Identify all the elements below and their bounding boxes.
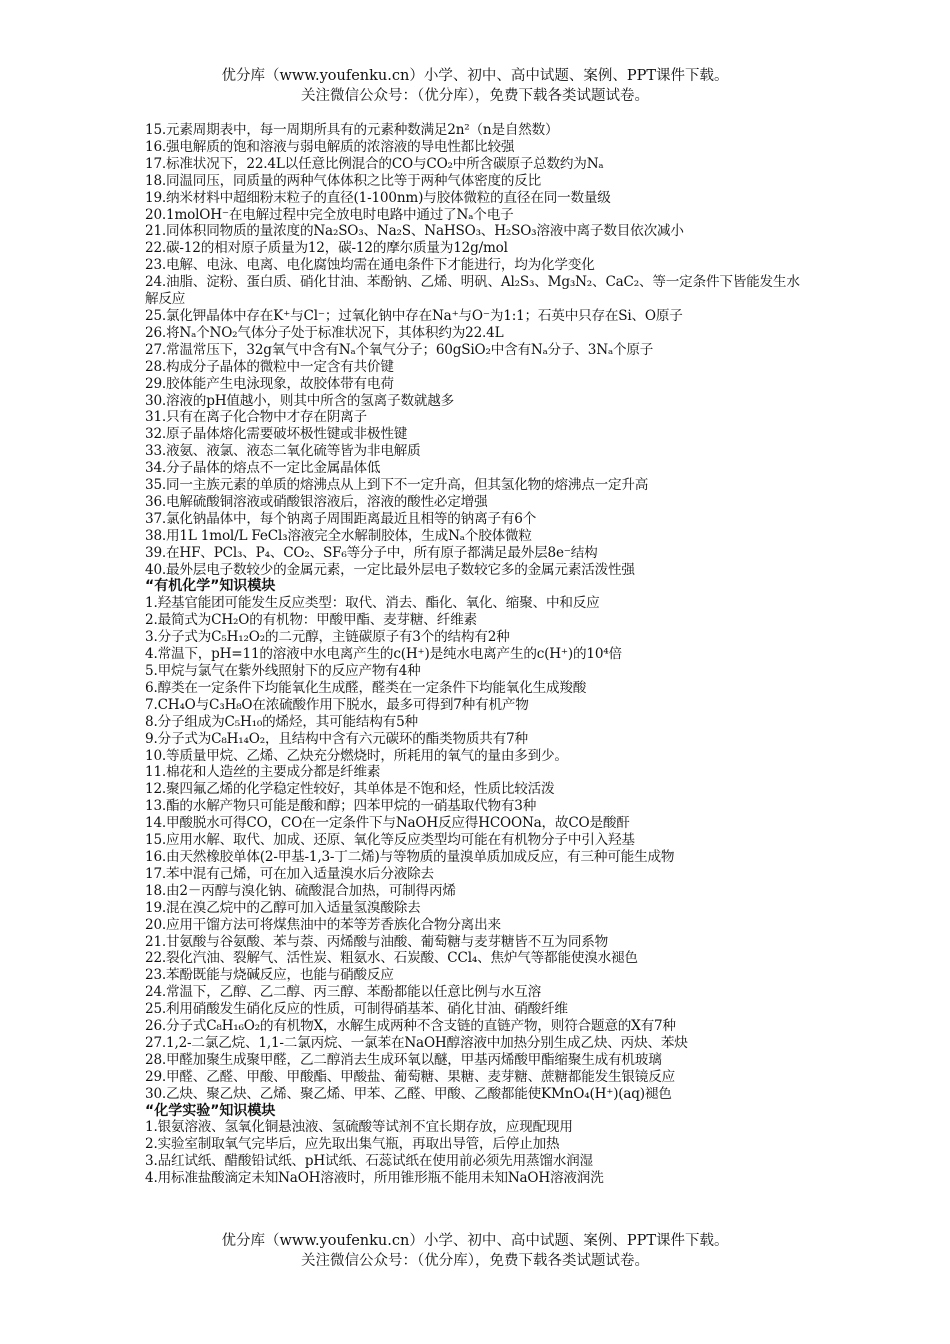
list-item: 17.标准状况下，22.4L以任意比例混合的CO与CO₂中所含碳原子总数约为Nₐ bbox=[145, 155, 604, 172]
list-item: 31.只有在离子化合物中才存在阴离子 bbox=[145, 409, 367, 426]
list-item: 14.甲酸脱水可得CO，CO在一定条件下与NaOH反应得HCOONa，故CO是酸酐 bbox=[145, 815, 630, 832]
list-item: 36.电解硫酸铜溶液或硝酸银溶液后，溶液的酸性必定增强 bbox=[145, 493, 488, 510]
list-item: 28.构成分子晶体的微粒中一定含有共价键 bbox=[145, 358, 394, 375]
list-item: 22.碳-12的相对原子质量为12，碳-12的摩尔质量为12g/mol bbox=[145, 240, 508, 257]
list-item: 27.1,2-二氯乙烷、1,1-二氯丙烷、一氯苯在NaOH醇溶液中加热分别生成乙炔、丙炔、苯炔 bbox=[145, 1034, 688, 1051]
header-line-1: 优分库（www.youfenku.cn）小学、初中、高中试题、案例、PPT课件下载。 bbox=[221, 68, 729, 84]
document-body bbox=[145, 122, 811, 1187]
list-item: 15.元素周期表中，每一周期所具有的元素种数满足2n²（n是自然数） bbox=[145, 122, 559, 138]
list-item: 4.用标准盐酸滴定未知NaOH溶液时，所用锥形瓶不能用未知NaOH溶液润洗 bbox=[145, 1170, 604, 1187]
list-item: 27.常温常压下，32g氧气中含有Nₐ个氧气分子；60gSiO₂中含有Nₐ分子、3Nₐ个原子 bbox=[145, 341, 654, 358]
list-item: 13.酯的水解产物只可能是酸和醇；四苯甲烷的一硝基取代物有3种 bbox=[145, 798, 537, 815]
list-item: 33.液氨、液氯、液态二氧化硫等皆为非电解质 bbox=[145, 443, 421, 460]
list-item: 32.原子晶体熔化需要破坏极性键或非极性键 bbox=[145, 426, 408, 443]
list-item: 5.甲烷与氯气在紫外线照射下的反应产物有4种 bbox=[145, 663, 421, 679]
list-item: 38.用1L 1mol/L FeCl₃溶液完全水解制胶体，生成Nₐ个胶体微粒 bbox=[145, 527, 532, 544]
list-item: 35.同一主族元素的单质的熔沸点从上到下不一定升高，但其氢化物的熔沸点一定升高 bbox=[145, 477, 649, 494]
list-item: 24.油脂、淀粉、蛋白质、硝化甘油、苯酚钠、乙烯、明矾、Al₂S₃、Mg₃N₂、CaC₂、等一定条件下皆能发生水解反应 bbox=[145, 274, 800, 308]
list-item: 16.由天然橡胶单体(2-甲基-1,3-丁二烯)与等物质的量溴单质加成反应，有三种可能生成物 bbox=[145, 848, 675, 865]
list-item: 15.应用水解、取代、加成、还原、氧化等反应类型均可能在有机物分子中引入羟基 bbox=[145, 832, 635, 849]
list-item: 39.在HF、PCl₃、P₄、CO₂、SF₆等分子中，所有原子都满足最外层8e⁻结构 bbox=[145, 544, 598, 561]
section-organic-chemistry bbox=[145, 578, 811, 1102]
list-item: 3.品红试纸、醋酸铅试纸、pH试纸、石蕊试纸在使用前必须先用蒸馏水润湿 bbox=[145, 1153, 593, 1170]
list-item: 2.实验室制取氧气完毕后，应先取出集气瓶，再取出导管，后停止加热 bbox=[145, 1136, 560, 1153]
list-item: 18.由2－丙醇与溴化钠、硫酸混合加热，可制得丙烯 bbox=[145, 882, 456, 899]
list-item: 21.同体积同物质的量浓度的Na₂SO₃、Na₂S、NaHSO₃、H₂SO₃溶液中离子数目依次减小 bbox=[145, 223, 684, 240]
page-footer bbox=[0, 1231, 950, 1271]
list-item: 21.甘氨酸与谷氨酸、苯与萘、丙烯酸与油酸、葡萄糖与麦芽糖皆不互为同系物 bbox=[145, 933, 609, 950]
list-item: 7.CH₄O与C₃H₈O在浓硫酸作用下脱水，最多可得到7种有机产物 bbox=[145, 696, 529, 713]
list-item: 3.分子式为C₅H₁₂O₂的二元醇，主链碳原子有3个的结构有2种 bbox=[145, 629, 510, 646]
list-item: 10.等质量甲烷、乙烯、乙炔充分燃烧时，所耗用的氧气的量由多到少。 bbox=[145, 747, 568, 764]
list-item: 29.胶体能产生电泳现象，故胶体带有电荷 bbox=[145, 375, 394, 392]
section-chemistry-experiments bbox=[145, 1103, 811, 1188]
list-item: 4.常温下，pH=11的溶液中水电离产生的c(H⁺)是纯水电离产生的c(H⁺)的10⁴倍 bbox=[145, 646, 622, 663]
list-item: 2.最简式为CH₂O的有机物：甲酸甲酯、麦芽糖、纤维素 bbox=[145, 612, 477, 629]
list-item: 12.聚四氟乙烯的化学稳定性较好，其单体是不饱和烃，性质比较活泼 bbox=[145, 781, 555, 798]
list-item: 1.羟基官能团可能发生反应类型：取代、消去、酯化、氧化、缩聚、中和反应 bbox=[145, 595, 600, 612]
list-item: 37.氯化钠晶体中，每个钠离子周围距离最近且相等的钠离子有6个 bbox=[145, 510, 537, 527]
list-item: 20.1molOH⁻在电解过程中完全放电时电路中通过了Nₐ个电子 bbox=[145, 206, 514, 223]
list-item: 11.棉花和人造丝的主要成分都是纤维素 bbox=[145, 764, 381, 781]
list-item: 19.纳米材料中超细粉末粒子的直径(1-100nm)与胶体微粒的直径在同一数量级 bbox=[145, 189, 611, 206]
list-item: 25.氯化钾晶体中存在K⁺与Cl⁻；过氧化钠中存在Na⁺与O⁻为1:1；石英中只存在Si、O原子 bbox=[145, 307, 683, 324]
page-header bbox=[0, 66, 950, 106]
list-item: 26.分子式C₈H₁₆O₂的有机物X，水解生成两种不含支链的直链产物，则符合题意的X有7种 bbox=[145, 1018, 676, 1035]
header-line-2: 关注微信公众号：（优分库），免费下载各类试题试卷。 bbox=[301, 88, 649, 104]
list-item: 16.强电解质的饱和溶液与弱电解质的浓溶液的导电性都比较强 bbox=[145, 138, 515, 155]
list-item: 30.乙炔、聚乙炔、乙烯、聚乙烯、甲苯、乙醛、甲酸、乙酸都能使KMnO₄(H⁺)(aq)褪色 bbox=[145, 1085, 672, 1102]
list-item: 19.混在溴乙烷中的乙醇可加入适量氢溴酸除去 bbox=[145, 899, 421, 916]
list-item: 30.溶液的pH值越小，则其中所含的氢离子数就越多 bbox=[145, 392, 455, 409]
section-title: “化学实验”知识模块 bbox=[145, 1102, 276, 1119]
list-item: 23.苯酚既能与烧碱反应，也能与硝酸反应 bbox=[145, 967, 394, 984]
section-title: “有机化学”知识模块 bbox=[145, 578, 276, 595]
list-item: 23.电解、电泳、电离、电化腐蚀均需在通电条件下才能进行，均为化学变化 bbox=[145, 257, 595, 274]
list-item: 24.常温下，乙醇、乙二醇、丙三醇、苯酚都能以任意比例与水互溶 bbox=[145, 984, 542, 1001]
list-item: 6.醇类在一定条件下均能氧化生成醛，醛类在一定条件下均能氧化生成羧酸 bbox=[145, 679, 587, 696]
section-general bbox=[145, 122, 811, 578]
list-item: 8.分子组成为C₅H₁₀的烯烃，其可能结构有5种 bbox=[145, 713, 418, 730]
list-item: 20.应用干馏方法可将煤焦油中的苯等芳香族化合物分离出来 bbox=[145, 916, 501, 933]
footer-line-1: 优分库（www.youfenku.cn）小学、初中、高中试题、案例、PPT课件下载。 bbox=[221, 1233, 729, 1249]
list-item: 25.利用硝酸发生硝化反应的性质，可制得硝基苯、硝化甘油、硝酸纤维 bbox=[145, 1001, 568, 1018]
list-item: 17.苯中混有己烯，可在加入适量溴水后分液除去 bbox=[145, 865, 434, 882]
list-item: 40.最外层电子数较少的金属元素，一定比最外层电子数较它多的金属元素活泼性强 bbox=[145, 561, 635, 578]
list-item: 9.分子式为C₈H₁₄O₂，且结构中含有六元碳环的酯类物质共有7种 bbox=[145, 730, 528, 747]
list-item: 29.甲醛、乙醛、甲酸、甲酸酯、甲酸盐、葡萄糖、果糖、麦芽糖、蔗糖都能发生银镜反应 bbox=[145, 1068, 675, 1085]
list-item: 18.同温同压，同质量的两种气体体积之比等于两种气体密度的反比 bbox=[145, 172, 542, 189]
footer-line-2: 关注微信公众号：（优分库），免费下载各类试题试卷。 bbox=[301, 1253, 649, 1269]
list-item: 22.裂化汽油、裂解气、活性炭、粗氨水、石炭酸、CCl₄、焦炉气等都能使溴水褪色 bbox=[145, 950, 638, 967]
list-item: 28.甲醛加聚生成聚甲醛，乙二醇消去生成环氧以醚，甲基丙烯酸甲酯缩聚生成有机玻璃 bbox=[145, 1051, 662, 1068]
list-item: 26.将Nₐ个NO₂气体分子处于标准状况下，其体积约为22.4L bbox=[145, 324, 504, 341]
list-item: 34.分子晶体的熔点不一定比金属晶体低 bbox=[145, 460, 381, 477]
list-item: 1.银氨溶液、氢氧化铜悬浊液、氢硫酸等试剂不宜长期存放，应现配现用 bbox=[145, 1119, 573, 1136]
